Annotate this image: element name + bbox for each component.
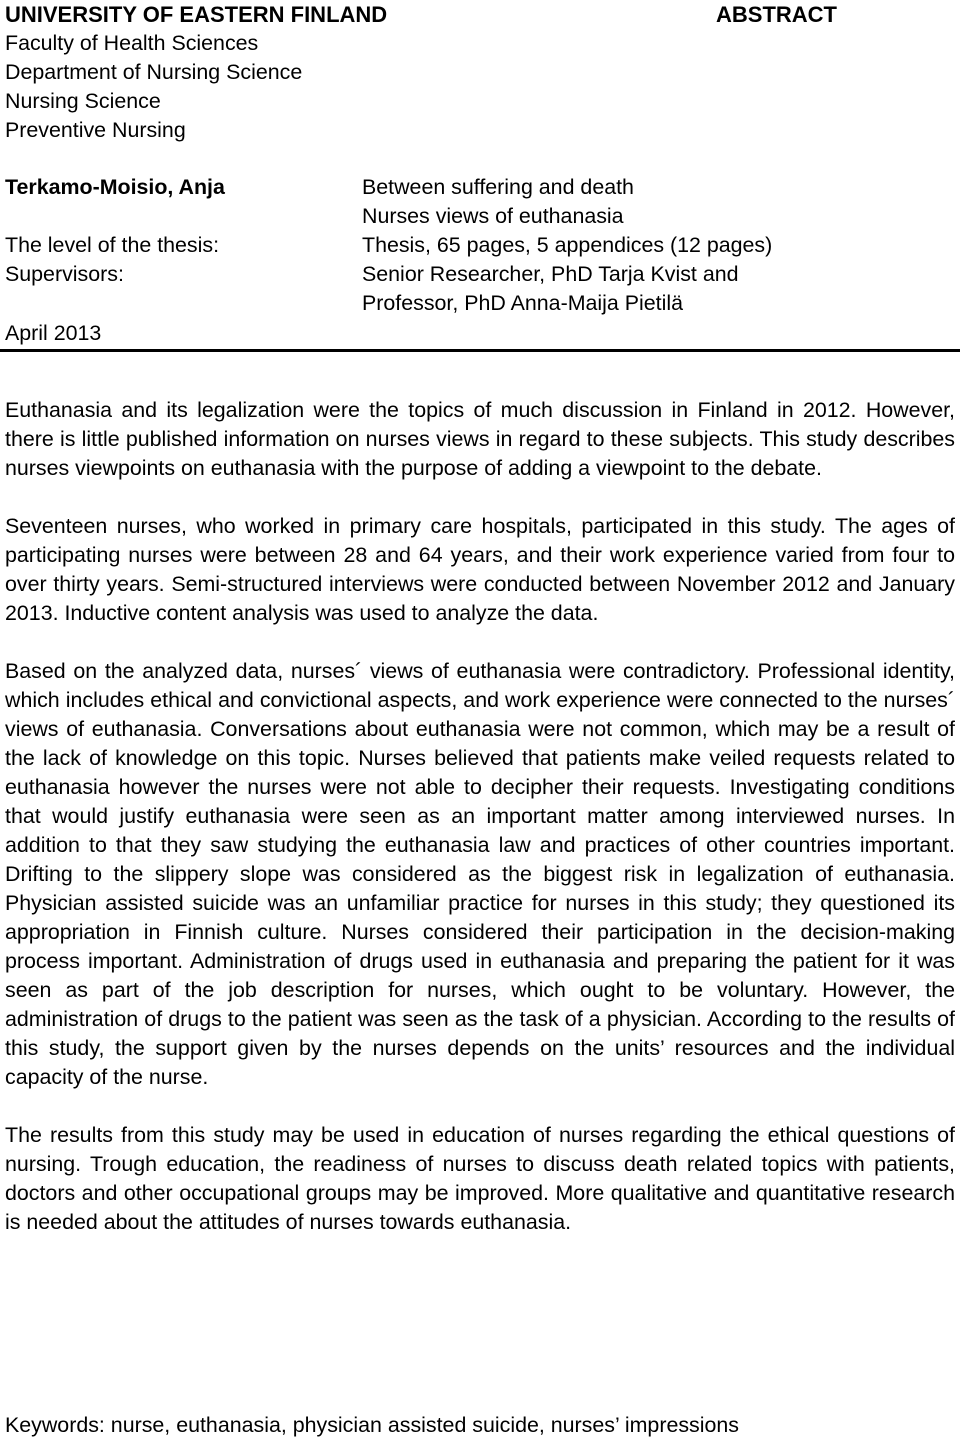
author-name: Terkamo-Moisio, Anja: [5, 175, 225, 199]
thesis-level-label: The level of the thesis:: [5, 233, 220, 257]
specialization-name: Preventive Nursing: [5, 118, 186, 142]
supervisors-label: Supervisors:: [5, 262, 124, 286]
abstract-paragraph-4: The results from this study may be used in education of nurses regarding the ethical questions of nursing. Trough education, the readiness of nurses to discuss death related topics with patients, doctors and other occupational groups may be improved. More qualitative and quantitative research is needed about the attitudes of nurses towards euthanasia.: [5, 1123, 955, 1234]
abstract-paragraph-1: Euthanasia and its legalization were the topics of much discussion in Finland in 2012. However, there is little published information on nurses views in regard to these subjects. This study describes nurses viewpoints on euthanasia with the purpose of adding a viewpoint to the debate.: [5, 398, 955, 480]
university-name: UNIVERSITY OF EASTERN FINLAND: [5, 2, 388, 27]
keywords: Keywords: nurse, euthanasia, physician assisted suicide, nurses’ impressions: [5, 1413, 739, 1437]
header-divider: [0, 349, 960, 352]
faculty-name: Faculty of Health Sciences: [5, 31, 259, 55]
subject-name: Nursing Science: [5, 89, 161, 113]
thesis-date: April 2013: [5, 321, 102, 345]
supervisors-line1: Senior Researcher, PhD Tarja Kvist and: [362, 262, 739, 286]
thesis-title-line1: Between suffering and death: [362, 175, 634, 199]
department-name: Department of Nursing Science: [5, 60, 303, 84]
thesis-title-line2: Nurses views of euthanasia: [362, 204, 624, 228]
supervisors-line2: Professor, PhD Anna-Maija Pietilä: [362, 291, 684, 315]
abstract-paragraph-3: Based on the analyzed data, nurses´ views of euthanasia were contradictory. Professional identity, which includes ethical and convictional aspects, and work experience were connected to the nurses´ views of euthanasia. Conversations about euthanasia were not common, which may be a result of the lack of knowledge on this topic. Nurses believed that patients make veiled requests related to euthanasia however the nurses were not able to decipher their requests. Investigating conditions that would justify euthanasia were seen as an important matter among interviewed nurses. In addition to that they saw studying the euthanasia law and practices of other countries important. Drifting to the slippery slope was considered as the biggest risk in legalization of euthanasia. Physician assisted suicide was an unfamiliar practice for nurses in this study; they questioned its appropriation in Finnish culture. Nurses considered their participation in the decision-making process important. Administration of drugs used in euthanasia and preparing the patient for it was seen as part of the job description for nurses, which ought to be voluntary. However, the administration of drugs to the patient was seen as the task of a physician. According to the results of this study, the support given by the nurses depends on the units’ resources and the individual capacity of the nurse.: [5, 659, 955, 1089]
abstract-paragraph-2: Seventeen nurses, who worked in primary care hospitals, participated in this study. The ages of participating nurses were between 28 and 64 years, and their work experience varied from four to over thirty years. Semi-structured interviews were conducted between November 2012 and January 2013. Inductive content analysis was used to analyze the data.: [5, 514, 955, 625]
thesis-info: Thesis, 65 pages, 5 appendices (12 pages): [362, 233, 773, 257]
section-title: ABSTRACT: [716, 2, 837, 27]
abstract-body: [5, 396, 955, 1237]
